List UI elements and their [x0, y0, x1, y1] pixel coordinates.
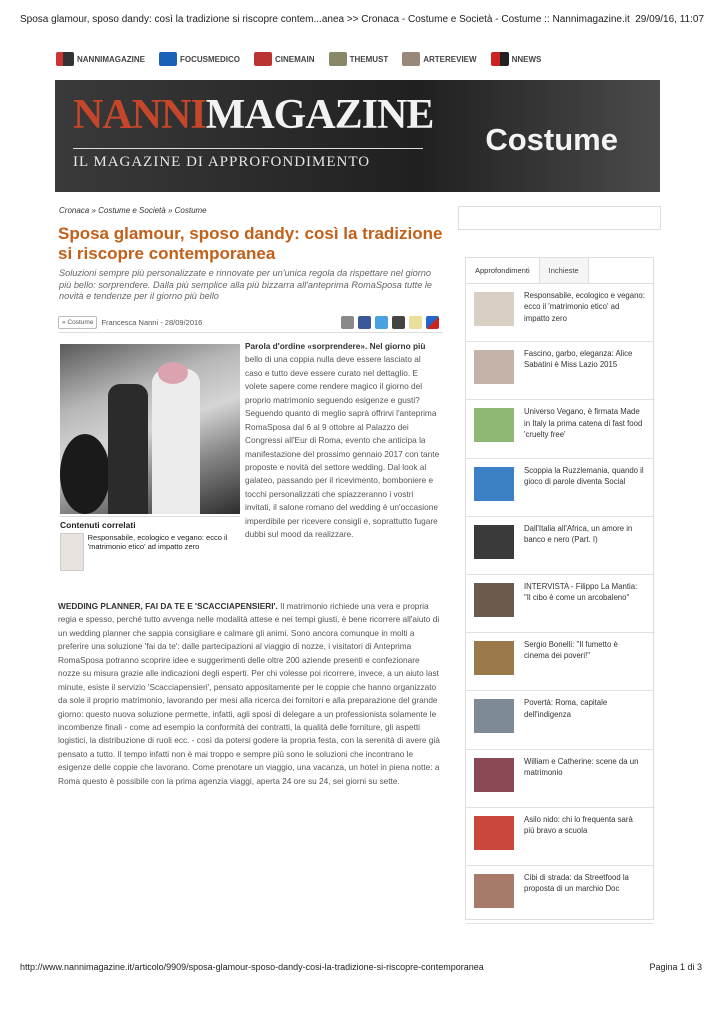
- sidebar-article-item[interactable]: [466, 575, 653, 633]
- paragraph-2-lead: WEDDING PLANNER, FAI DA TE E 'SCACCIAPENSIERI'.: [58, 601, 278, 611]
- sidebar-article-item[interactable]: [466, 750, 653, 808]
- sidebar-tabs: [466, 258, 653, 284]
- sidebar-article-thumbnail: [474, 292, 514, 326]
- network-nav: [56, 52, 555, 66]
- print-header: [20, 14, 704, 25]
- sidebar-article-item[interactable]: [466, 284, 653, 342]
- print-footer-url: http://www.nannimagazine.it/articolo/9909/sposa-glamour-sposo-dandy-cosi-la-tradizione-si-riscopre-contemporanea: [20, 962, 484, 972]
- related-title: Contenuti correlati: [60, 520, 136, 530]
- sidebar-article-thumbnail: [474, 758, 514, 792]
- article-title: Sposa glamour, sposo dandy: così la tradizione si riscopre contemporanea: [58, 224, 443, 263]
- sidebar-article-title: Dall'Italia all'Africa, un amore in banco e nero (Part. I): [524, 523, 633, 545]
- article-body-column: [245, 340, 440, 542]
- sidebar-article-thumbnail: [474, 874, 514, 908]
- related-content: [60, 516, 240, 571]
- nav-artereview[interactable]: ARTEREVIEW: [402, 52, 476, 66]
- sidebar-article-title: Fascino, garbo, eleganza: Alice Sabatini è Miss Lazio 2015: [524, 349, 633, 370]
- nnews-logo-icon: [491, 52, 509, 66]
- sidebar-article-item[interactable]: [466, 866, 653, 924]
- twitter-icon[interactable]: [375, 316, 388, 329]
- site-tagline: IL MAGAZINE DI APPROFONDIMENTO: [73, 148, 423, 171]
- sidebar-article-title: Asilo nido: chi lo frequenta sarà più bravo a scuola: [524, 814, 633, 835]
- author-date: Francesca Nanni - 28/09/2016: [101, 318, 203, 327]
- sidebar-article-item[interactable]: [466, 342, 653, 400]
- facebook-icon[interactable]: [358, 316, 371, 329]
- nannimagazine-logo-icon: [56, 52, 74, 66]
- related-item-text: Responsabile, ecologico e vegano: ecco il 'matrimonio etico' ad impatto zero: [87, 533, 228, 552]
- nav-cinemain[interactable]: CINEMAIN: [254, 52, 315, 66]
- artereview-logo-icon: [402, 52, 420, 66]
- category-tag[interactable]: » Costume: [58, 316, 97, 329]
- sidebar-article-thumbnail: [474, 408, 514, 442]
- sidebar-article-item[interactable]: [466, 517, 653, 575]
- sidebar-article-thumbnail: [474, 525, 514, 559]
- sidebar-article-thumbnail: [474, 467, 514, 501]
- sidebar-article-item[interactable]: [466, 633, 653, 691]
- print-header-title: Sposa glamour, sposo dandy: così la tradizione si riscopre contem...anea >> Cronaca - Costume e Società - Costume :: Nannimagazine.it: [20, 14, 630, 25]
- oknotizie-icon[interactable]: [409, 316, 422, 329]
- paragraph-lead: Parola d'ordine «sorprendere». Nel giorno più: [245, 341, 426, 351]
- nav-themust[interactable]: THEMUST: [329, 52, 389, 66]
- article-summary: Soluzioni sempre più personalizzate e rinnovate per un'unica regola da rispettare nel giorno più bello: sorprendere. Dalla più semplice alla più bizzarra all'anteprima RomaSposa tutte le novità e tendenze per il giorno più bello: [59, 268, 433, 301]
- sidebar-list: [466, 284, 653, 924]
- related-item[interactable]: [60, 533, 240, 571]
- sidebar-article-title: Povertà: Roma, capitale dell'indigenza: [524, 698, 608, 719]
- sidebar-article-title: Scoppia la Ruzzlemania, quando il gioco di parole diventa Social: [524, 465, 644, 486]
- nav-nnews[interactable]: NNEWS: [491, 52, 542, 66]
- sidebar-article-item[interactable]: [466, 400, 653, 458]
- article-image: [60, 344, 240, 514]
- sidebar-article-item[interactable]: [466, 691, 653, 749]
- sidebar-article-item[interactable]: [466, 808, 653, 866]
- sidebar-widget: [465, 257, 654, 920]
- sidebar-article-title: INTERVISTA - Filippo La Mantia: "Il cibo è come un arcobaleno": [524, 581, 638, 603]
- sidebar-article-item[interactable]: [466, 459, 653, 517]
- share-buttons: [341, 316, 439, 329]
- site-logo: NANNIMAGAZINE: [73, 92, 434, 138]
- cinemain-logo-icon: [254, 52, 272, 66]
- print-footer: [20, 962, 702, 972]
- paragraph-1: bello di una coppia nulla deve essere lasciato al caso e tutto deve essere curato nel dettaglio. E volete sapere come rendere magico il giorno del proprio matrimonio seguendo esigenze e gusti? Seguendo quanto di meglio saprà offrirvi l'anteprima RomaSposa dal 6 al 9 ottobre al Palazzo dei Congressi all'Eur di Roma, evento che anticipa la manifestazione del prossimo gennaio 2017 con tante proposte e novità del settore wedding. Dal look al galateo, passando per il ricevimento, bomboniere e tocchi personalizzati che spiazzeranno i vostri invitati, il salone romano del wedding è un'occasione imperdibile per ricevere consigli e, soprattutto fugare dubbi sul mood da realizzare.: [245, 354, 440, 540]
- bookmark-icon[interactable]: [392, 316, 405, 329]
- sidebar-article-thumbnail: [474, 350, 514, 384]
- delicious-icon[interactable]: [426, 316, 439, 329]
- sidebar-article-thumbnail: [474, 583, 514, 617]
- section-title: Costume: [485, 122, 618, 157]
- sidebar-article-thumbnail: [474, 816, 514, 850]
- sidebar-article-title: Sergio Bonelli: "Il fumetto è cinema dei poveri!": [524, 640, 618, 661]
- related-thumbnail: [60, 533, 84, 571]
- print-header-date: 29/09/16, 11:07: [635, 14, 704, 25]
- sidebar-article-title: Cibi di strada: da Streetfood la proposta di un marchio Doc: [524, 872, 629, 894]
- nav-focusmedico[interactable]: FOCUSMEDICO: [159, 52, 240, 66]
- themust-logo-icon: [329, 52, 347, 66]
- sidebar-article-title: Responsabile, ecologico e vegano: ecco il 'matrimonio etico' ad impatto zero: [524, 291, 645, 323]
- paragraph-2: Il matrimonio richiede una vera e propria regia e spesso, perché tutto avvenga nelle modalità attese e nei tempi giusti, è bene ricorrere all'aiuto di un wedding planner che sappia consigliare e calmare gli animi. Sono ancora comunque in molti a preferire una soluzione 'fai da te': dalle partecipazioni al viaggio di nozze, i visitatori di Anteprima RomaSposa potranno scoprire idee e suggerimenti delle oltre 200 aziende presenti e confezionare nozze su misura grazie alle indicazioni degli esperti. Per chi volesse poi ricorrere, invece, a un aiuto last minute, esiste il servizio 'Scacciapensieri', pensato appositamente per le coppie che hanno organizzato da sole il proprio matrimonio, lavorando per mesi alla ricerca dei fornitori e alla preparazione del grande giorno: questo nuova soluzione permette, infatti, agli sposi di delegare a un professionista solamente le incombenze finali - come ad esempio la conformità dei contratti, la qualità delle forniture, gli aspetti logistici, la distribuzione di ruoli ecc. - così da potersi godere la propria festa, con la serenità di avere già pensato a tutto. Il tempo infatti non è mai troppo e sempre più sono le soluzioni che incontrano le esigenze delle coppie che lavorano. Come prenotare un viaggio, una vacanza, un hotel in piena notte: a Roma questo è possibile con la prima agenzia viaggi, aperta 24 ore su 24, sei giorni su sette.: [58, 601, 440, 786]
- article-meta: [58, 313, 443, 333]
- print-icon[interactable]: [341, 316, 354, 329]
- breadcrumb[interactable]: Cronaca » Costume e Società » Costume: [59, 206, 207, 215]
- sidebar-article-title: William e Catherine: scene da un matrimonio: [524, 756, 639, 777]
- sidebar-article-thumbnail: [474, 699, 514, 733]
- nav-nannimagazine[interactable]: NANNIMAGAZINE: [56, 52, 145, 66]
- site-banner[interactable]: [55, 80, 660, 192]
- focusmedico-logo-icon: [159, 52, 177, 66]
- sidebar-article-thumbnail: [474, 641, 514, 675]
- tab-approfondimenti[interactable]: Approfondimenti: [466, 258, 540, 283]
- print-footer-page: Pagina 1 di 3: [649, 962, 702, 972]
- sidebar-article-title: Universo Vegano, è firmata Made in Italy la prima catena di fast food 'cruelty free': [524, 407, 643, 439]
- search-input[interactable]: [458, 206, 661, 230]
- article-body: [58, 600, 442, 788]
- tab-inchieste[interactable]: Inchieste: [540, 258, 589, 283]
